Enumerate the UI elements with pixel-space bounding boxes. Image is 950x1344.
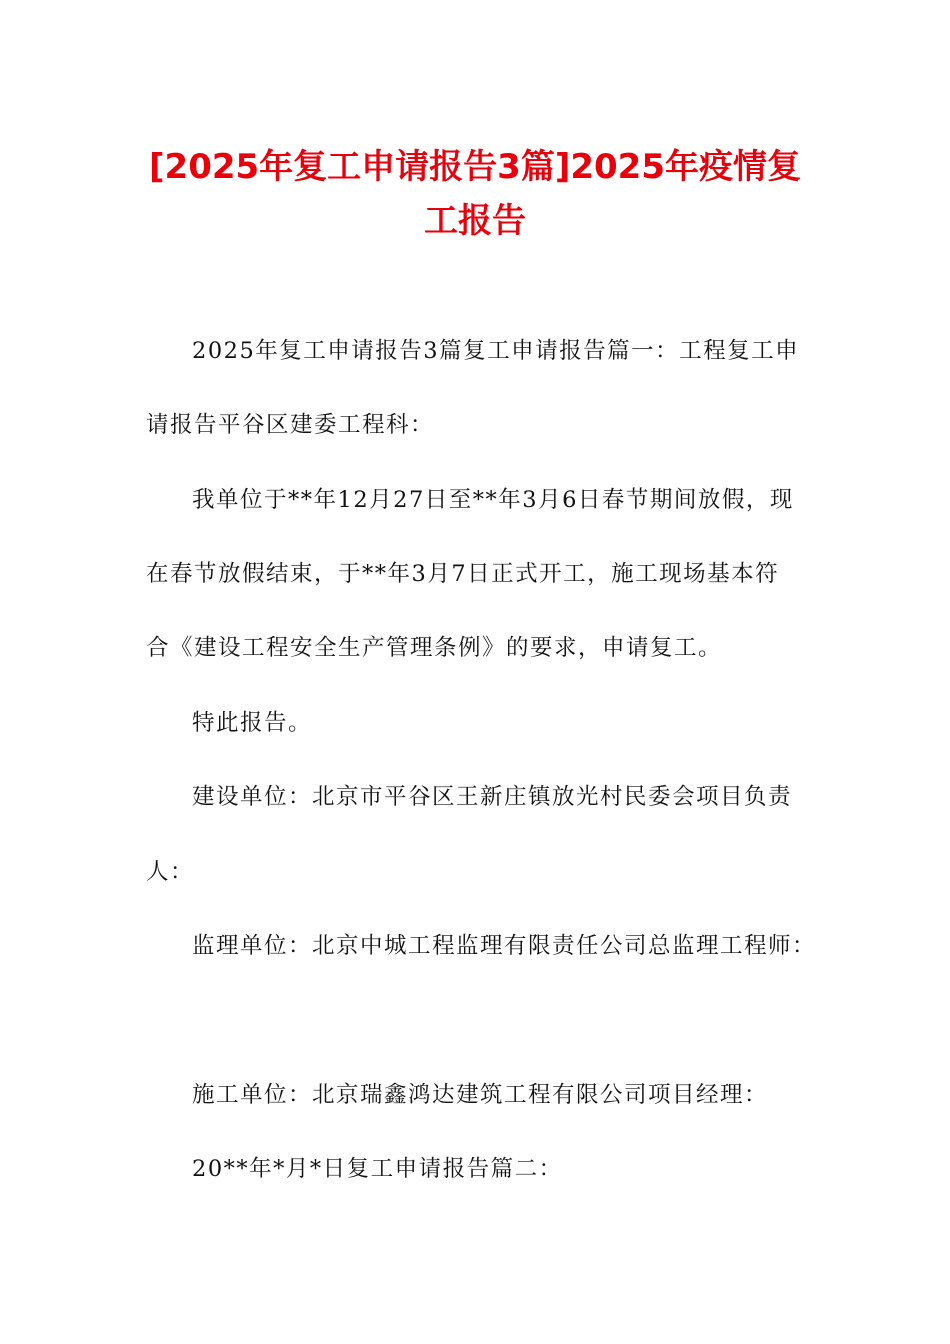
paragraph-line: 我单位于**年12月27日至**年3月6日春节期间放假，现 — [192, 487, 794, 513]
document-title — [100, 140, 850, 248]
title-line-1: [2025年复工申请报告3篇]2025年疫情复 — [149, 147, 801, 187]
paragraph-line: 请报告平谷区建委工程科： — [146, 412, 435, 438]
title-line-2: 工报告 — [424, 201, 526, 241]
paragraph-line: 特此报告。 — [192, 710, 313, 736]
paragraph-line: 合《建设工程安全生产管理条例》的要求，申请复工。 — [146, 635, 723, 661]
paragraph-line: 监理单位：北京中城工程监理有限责任公司总监理工程师： — [192, 933, 817, 959]
paragraph-line: 2025年复工申请报告3篇复工申请报告篇一：工程复工申 — [192, 338, 800, 364]
paragraph-line: 建设单位：北京市平谷区王新庄镇放光村民委会项目负责 — [192, 784, 793, 810]
paragraph-line: 20**年*月*日复工申请报告篇二： — [192, 1156, 563, 1182]
paragraph-line: 人： — [146, 859, 195, 885]
paragraph-line: 施工单位：北京瑞鑫鸿达建筑工程有限公司项目经理： — [192, 1082, 769, 1108]
paragraph-line: 在春节放假结束，于**年3月7日正式开工，施工现场基本符 — [146, 561, 780, 587]
